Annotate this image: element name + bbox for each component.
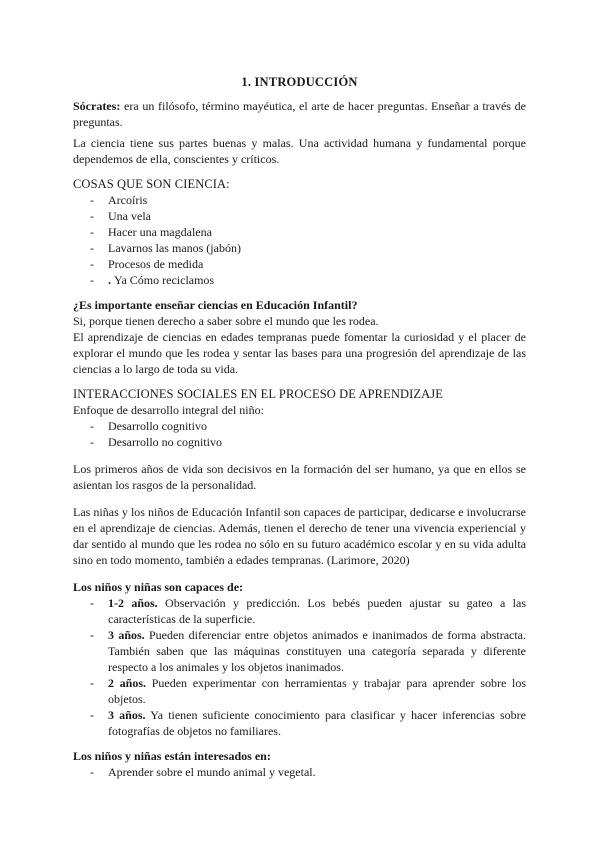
list-item: - Desarrollo cognitivo (73, 418, 526, 434)
age-label: 3 años. (108, 628, 145, 642)
interesados-heading: Los niños y niñas están interesados en: (73, 749, 271, 763)
age-label: 3 años. (108, 708, 146, 722)
importante-paragraph: El aprendizaje de ciencias en edades tempranas puede fomentar la curiosidad y el placer de explorar el mundo que les rodea y sentar las bases para una progresión del aprendizaje de las ciencias a lo largo de toda su vida. (73, 330, 526, 376)
section-title: 1. INTRODUCCIÓN (241, 75, 358, 89)
capaces-list (73, 595, 526, 739)
list-item: - Desarrollo no cognitivo (73, 434, 526, 450)
list-item (73, 595, 526, 627)
list-item: - Arcoíris (73, 192, 526, 208)
list-item-prefix: . (108, 273, 114, 287)
list-item: - Procesos de medida (73, 256, 526, 272)
capaces-heading: Los niños y niñas son capaces de: (73, 580, 244, 594)
importante-answer: Si, porque tienen derecho a saber sobre el mundo que les rodea. (73, 314, 379, 328)
list-item (73, 675, 526, 707)
cosas-list (73, 192, 526, 288)
list-item: - Lavarnos las manos (jabón) (73, 240, 526, 256)
list-item (73, 627, 526, 675)
interacciones-subheading: Enfoque de desarrollo integral del niño: (73, 403, 264, 417)
page-content (73, 74, 526, 780)
cosas-heading: COSAS QUE SON CIENCIA: (73, 177, 230, 191)
list-item: - Aprender sobre el mundo animal y vegetal. (73, 764, 526, 780)
list-item (73, 272, 526, 288)
list-item (73, 707, 526, 739)
item-text: Observación y predicción. Los bebés pueden ajustar su gateo a las características de la superficie. (108, 596, 527, 626)
item-text: Pueden experimentar con herramientas y trabajar para aprender sobre los objetos. (108, 676, 526, 706)
list-item: - Hacer una magdalena (73, 224, 526, 240)
primeros-paragraph: Los primeros años de vida son decisivos en la formación del ser humano, ya que en ellos se asientan los rasgos de la personalidad. (73, 462, 526, 492)
intro-paragraph: La ciencia tiene sus partes buenas y malas. Una actividad humana y fundamental porque dependemos de ella, conscientes y críticos. (73, 136, 526, 166)
interacciones-list (73, 418, 526, 450)
item-text: Pueden diferenciar entre objetos animados e inanimados de forma abstracta. También saben que las máquinas constituyen una categoría separada y diferente respecto a los animales y los objetos inanimados. (108, 628, 527, 674)
interesados-list (73, 764, 526, 780)
socrates-text: era un filósofo, término mayéutica, el arte de hacer preguntas. Enseñar a través de preguntas. (73, 99, 526, 129)
item-text: Ya tienen suficiente conocimiento para clasificar y hacer inferencias sobre fotografías de objetos no familiares. (108, 708, 526, 738)
interacciones-heading: INTERACCIONES SOCIALES EN EL PROCESO DE APRENDIZAJE (73, 387, 443, 401)
list-item-text: Ya Cómo reciclamos (114, 273, 215, 287)
socrates-label: Sócrates: (73, 99, 121, 113)
list-item: - Una vela (73, 208, 526, 224)
age-label: 1-2 años. (108, 596, 158, 610)
ninas-paragraph: Las niñas y los niños de Educación Infantil son capaces de participar, dedicarse e involucrarse en el aprendizaje de ciencias. Además, tienen el derecho de tener una vivencia experiencial y dar sentido al mundo que les rodea no sólo en su futuro académico escolar y en su vida adulta sino en todo momento, también a edades tempranas. (Larimore, 2020) (73, 505, 526, 567)
socrates-paragraph (73, 98, 526, 130)
importante-question: ¿Es importante enseñar ciencias en Educación Infantil? (73, 298, 358, 312)
age-label: 2 años. (108, 676, 147, 690)
